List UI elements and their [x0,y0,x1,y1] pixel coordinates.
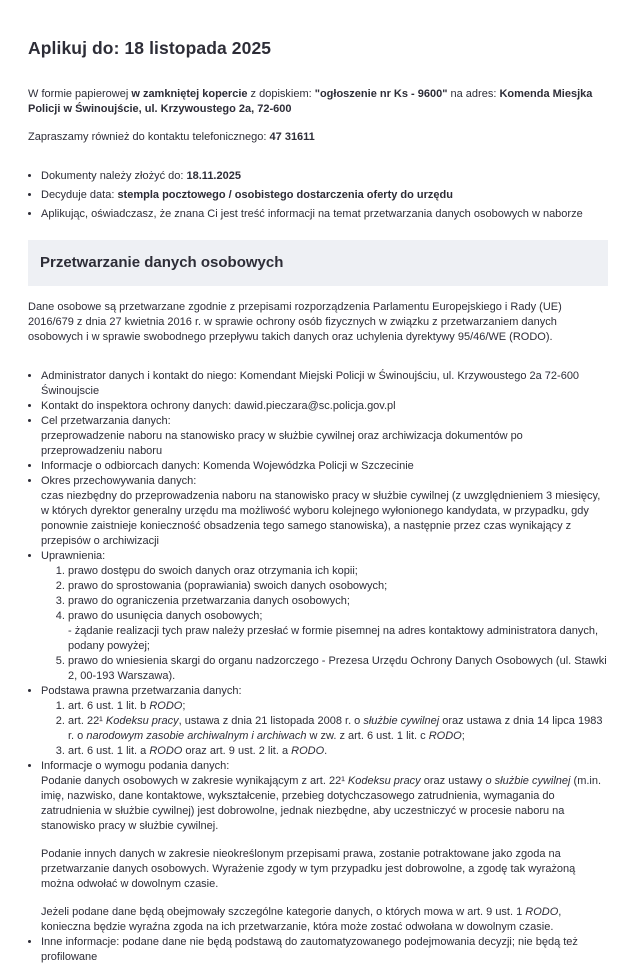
text-run: oraz art. 9 ust. 2 lit. a [182,745,292,757]
text-run: Jeżeli podane dane będą obejmowały szczególne kategorie danych, o których mowa w art. 9 ust. 1 [41,906,526,918]
text-run: Decyduje data: [41,189,118,201]
postal-address: Komenda Miesjka Policji w Świnoujście, ul. Krzywoustego 2a, 72-600 [28,88,593,115]
right-rectification: 2. prawo do sprostowania (poprawiania) swoich danych osobowych; [68,579,608,594]
legal-basis-list [41,699,608,759]
legal-item-1 [68,699,608,714]
legal-item-3 [68,744,608,759]
application-notes-list [28,169,608,222]
rights-list [41,564,608,684]
retention-label: • Okres przechowywania danych: [41,475,197,487]
phone-number: 47 31611 [269,131,315,143]
item-dpo-contact: • Kontakt do inspektora ochrony danych: dawid.pieczara@sc.policja.gov.pl [41,399,608,414]
item-rights [41,549,608,684]
right-restriction: 3. prawo do ograniczenia przetwarzania danych osobowych; [68,594,608,609]
item-retention [41,474,608,549]
text-run: art. 22¹ [68,715,106,727]
text-run: z dopiskiem: [247,88,315,100]
item-legal-basis [41,684,608,759]
text-run: oraz ustawa z dnia 14 lipca 1983 r. o [68,715,603,742]
item-data-requirement [41,759,608,935]
text-run: art. 6 ust. 1 lit. a [68,745,150,757]
purpose-label: • Cel przetwarzania danych: [41,415,171,427]
legal-basis-label: • Podstawa prawna przetwarzania danych: [41,685,242,697]
bullet-deciding-date [41,188,608,203]
requirement-label: • Informacje o wymogu podania danych: [41,760,230,772]
requirement-paragraph-2: Podanie innych danych w zakresie nieokreślonym przepisami prawa, zostanie potraktowane jako zgoda na przetwarzanie danych osobowych. Wyrażenie zgody w tym przypadku jest dobrowolne, a zgodę tak wyrażoną można odwołać w dowolnym czasie. [41,848,576,890]
bullet-consent-statement [41,207,608,222]
italic-run: RODO [291,745,325,757]
text-run: Aplikując, oświadczasz, że znana Ci jest treść informacji na temat przetwarzania danych osobowych w naborze [41,208,583,220]
section-title: Przetwarzanie danych osobowych [40,254,284,271]
phone-contact-paragraph [28,130,608,145]
text-run: Dokumenty należy złożyć do: [41,170,187,182]
italic-run: RODO [149,700,183,712]
purpose-text: przeprowadzenie naboru na stanowisko pracy w służbie cywilnej oraz archiwizacja dokumentów po przeprowadzeniu naboru [41,430,523,457]
italic-run: o służbie cywilnej [485,775,571,787]
text-run: . [324,745,328,757]
text-run: ; [182,700,186,712]
text-run: , ustawa z dnia 21 listopada 2008 r. o [178,715,364,727]
legal-item-2 [68,714,608,744]
text-run: , konieczna będzie wyraźna zgoda na ich przetwarzanie, która może zostać odwołana w dowolnym czasie. [41,906,562,933]
rodo-details-list [28,369,608,965]
text-run: (m.in. imię, nazwisko, dane kontaktowe, wykształcenie, przebieg dotychczasowego zatrudnienia, wymagania do zatrudnienia w służbie cywilnej) jest dobrowolne, jednak niezbędne, aby uczestniczyć w procesie naboru na stanowisko pracy w służbie cywilnej. [41,775,602,832]
apply-deadline-heading: Aplikuj do: 18 listopada 2025 [28,38,272,58]
rodo-intro-paragraph: Dane osobowe są przetwarzane zgodnie z przepisami rozporządzenia Parlamentu Europejskiego i Rady (UE) 2016/679 z dnia 27 kwietnia 2016 r. w sprawie ochrony osób fizycznych w związku z przetwarzaniem danych osobowych i w sprawie swobodnego przepływu takich danych oraz uchylenia dyrektywy 95/46/WE (RODO). [28,301,562,343]
retention-text: czas niezbędny do przeprowadzenia naboru na stanowisko pracy w służbie cywilnej (z uwzględnieniem 3 miesięcy, w których dyrektor generalny urzędu ma możliwość wyboru kolejnego wyłonionego kandydata, w przypadku, gdy ponownie zaistnieje konieczność obsadzenia tego samego stanowiska), a następnie przez czas wynikający z przepisów o archiwizacji [41,490,601,547]
item-recipients: • Informacje o odbiorcach danych: Komenda Wojewódzka Policji w Szczecinie [41,459,608,474]
italic-run: narodowym zasobie archiwalnym i archiwach [86,730,307,742]
rights-label: • Uprawnienia: [41,550,106,562]
item-other-info: • Inne informacje: podane dane nie będą podstawą do zautomatyzowanego podejmowania decyzji; nie będą też profilowane [41,935,608,965]
italic-run: RODO [149,745,183,757]
text-run: art. 6 ust. 1 lit. b [68,700,150,712]
italic-run: służbie cywilnej [363,715,440,727]
bold-run: w zamkniętej kopercie [131,88,248,100]
text-run: w zw. z art. 6 ust. 1 lit. c [306,730,429,742]
text-run: na adres: [447,88,500,100]
bullet-documents-deadline [41,169,608,184]
right-erasure-text: 4. prawo do usunięcia danych osobowych; [68,610,263,622]
right-erasure [68,609,608,654]
text-run: ; [461,730,465,742]
text-run: oraz ustawy [420,775,486,787]
item-purpose [41,414,608,459]
section-header-band [28,240,608,286]
text-run: Zapraszamy również do kontaktu telefonicznego: [28,131,270,143]
right-erasure-note: - żądanie realizacji tych praw należy przesłać w formie pisemnej na adres kontaktowy administratora danych, podany powyżej; [68,625,599,652]
deadline-date: 18.11.2025 [186,170,241,182]
announcement-number: "ogłoszenie nr Ks - 9600" [314,88,448,100]
item-administrator: • Administrator danych i kontakt do niego: Komendant Miejski Policji w Świnoujściu, ul. Krzywoustego 2a 72-600 Świnoujscie [41,369,608,399]
paper-application-paragraph [28,87,608,117]
text-run: Podanie danych osobowych w zakresie wynikającym z art. 22¹ [41,775,348,787]
italic-run: RODO [525,906,559,918]
right-complaint: 5. prawo do wniesienia skargi do organu nadzorczego - Prezesa Urzędu Ochrony Danych Osobowych (ul. Stawki 2, 00-193 Warszawa). [68,654,608,684]
italic-run: RODO [428,730,462,742]
italic-run: Kodeksu pracy [105,715,179,727]
text-run: W formie papierowej [28,88,132,100]
bold-run: stempla pocztowego / osobistego dostarczenia oferty do urzędu [117,189,453,201]
right-access: 1. prawo dostępu do swoich danych oraz otrzymania ich kopii; [68,564,608,579]
requirement-paragraph-1 [41,774,608,834]
italic-run: Kodeksu pracy [347,775,421,787]
